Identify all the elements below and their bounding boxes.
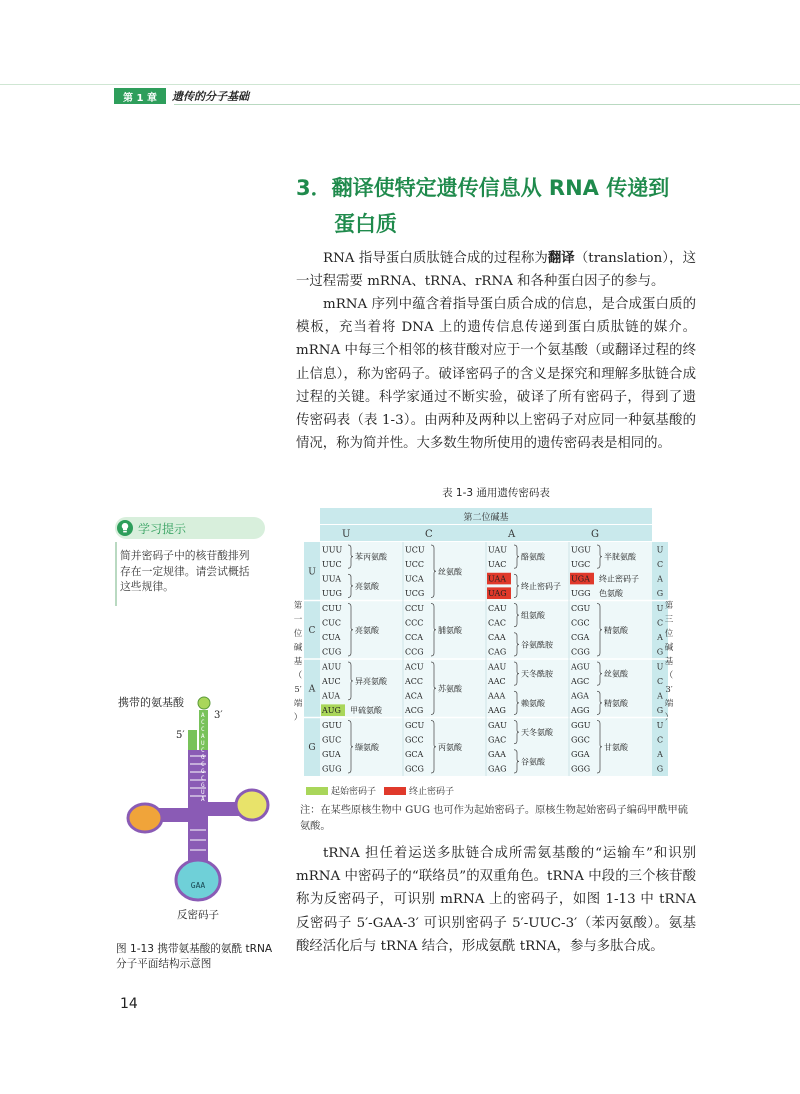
- third-base-letter: A: [657, 750, 663, 760]
- codon: GCA: [405, 750, 424, 760]
- codon: GCG: [405, 764, 424, 774]
- tip-title: 学习提示: [138, 521, 187, 536]
- amino-acid-label: 半胱氨酸: [604, 552, 636, 562]
- codon: CAG: [488, 647, 507, 657]
- paragraph-3: tRNA 担任着运送多肽链合成所需氨基酸的“运输车”和识别 mRNA 中密码子的“联络员”的双重角色。tRNA 中段的三个核苷酸称为反密码子，可识别 mRNA 上的密码子，如图 1-13 中 tRNA 反密码子 5′-GAA-3′ 可识别密码子 5′-UUC-3′（苯丙氨酸）。氨基酸经活化后与 tRNA 结合，形成氨酰 tRNA，参与多肽合成。: [296, 846, 696, 954]
- label-3prime: 3′: [214, 710, 223, 721]
- codon: ACC: [405, 676, 424, 686]
- trna-base: U: [201, 740, 205, 747]
- codon: UUG: [322, 589, 342, 599]
- label-amino-acid: 携带的氨基酸: [118, 696, 184, 709]
- third-base-letter: A: [657, 574, 663, 584]
- codon: AGA: [571, 691, 589, 701]
- row-header: A: [308, 684, 316, 695]
- trna-base: G: [201, 768, 205, 775]
- codon: CCC: [405, 618, 424, 628]
- trna-amino-acid: [198, 697, 210, 709]
- codon: GGG: [571, 764, 591, 774]
- label-anticodon: 反密码子: [177, 909, 219, 921]
- table-legend: [306, 783, 454, 797]
- codon: GAC: [488, 735, 507, 745]
- codon: CUC: [322, 618, 341, 628]
- codon: CUG: [322, 647, 342, 657]
- codon: GCC: [405, 735, 424, 745]
- codon: AUC: [322, 676, 341, 686]
- first-base-label-char: 端: [293, 699, 303, 709]
- amino-acid-label: 丝氨酸: [438, 567, 462, 577]
- codon: UAC: [488, 559, 507, 569]
- term-translation: 翻译: [547, 251, 575, 266]
- second-base-label: 第二位碱基: [463, 513, 509, 523]
- first-base-label-char: （: [293, 671, 303, 681]
- trna-base: G: [201, 782, 205, 789]
- codon: UUA: [322, 574, 342, 584]
- codon: UUC: [322, 559, 342, 569]
- amino-acid-label: 甘氨酸: [604, 742, 628, 752]
- trna-acceptor-5prime-tip: [188, 730, 197, 750]
- section-title: [296, 170, 716, 242]
- codon: GUA: [322, 750, 341, 760]
- trna-base: C: [201, 747, 205, 754]
- codon: UCC: [405, 559, 424, 569]
- first-base-label-char: 5′: [294, 685, 302, 695]
- codon: UUU: [322, 545, 343, 555]
- amino-acid-label: 终止密码子: [599, 574, 639, 584]
- amino-acid-label: 苏氨酸: [438, 684, 462, 694]
- third-base-letter: U: [656, 603, 664, 613]
- trna-anticodon-seq: GAA: [190, 881, 206, 890]
- section-title-line1: 3．翻译使特定遗传信息从 RNA 传递到: [296, 176, 670, 200]
- codon: AGC: [571, 676, 590, 686]
- trna-base: U: [201, 789, 205, 796]
- amino-acid-label: 丝氨酸: [604, 669, 628, 679]
- tip-header: [116, 518, 186, 538]
- amino-acid-label: 组氨酸: [521, 611, 545, 621]
- codon: UCA: [405, 574, 424, 584]
- codon: GGU: [571, 720, 591, 730]
- tip-body: 简并密码子中的核苷酸排列存在一定规律。请尝试概括这些规律。: [120, 549, 250, 593]
- trna-base: A: [201, 733, 205, 740]
- codon: UCU: [405, 545, 425, 555]
- codon: CAC: [488, 618, 507, 628]
- codon: ACA: [405, 691, 423, 701]
- first-base-label-char: 碱: [293, 643, 303, 653]
- chapter-title: 遗传的分子基础: [172, 90, 249, 103]
- column-header: C: [425, 529, 433, 540]
- codon: UAA: [488, 574, 507, 584]
- column-header: U: [342, 529, 351, 540]
- third-base-label-char: 基: [664, 657, 674, 667]
- codon: UGC: [571, 559, 591, 569]
- first-base-label-char: 一: [293, 615, 303, 625]
- third-base-letter: C: [656, 559, 664, 569]
- amino-acid-label: 亮氨酸: [355, 581, 379, 591]
- amino-acid-label: 酪氨酸: [521, 552, 545, 562]
- amino-acid-label: 精氨酸: [604, 625, 628, 635]
- codon: ACG: [405, 706, 424, 716]
- codon: UCG: [405, 589, 425, 599]
- third-base-letter: A: [657, 633, 663, 643]
- third-base-letter: G: [656, 764, 664, 774]
- first-base-label-char: ）: [293, 713, 303, 723]
- amino-acid-label: 缬氨酸: [355, 742, 379, 752]
- codon: CUU: [322, 603, 342, 613]
- third-base-letter: C: [656, 618, 664, 628]
- codon: CAA: [488, 633, 506, 643]
- paragraph-1-after: （translation），这一过程需要 mRNA、tRNA、rRNA 和各种蛋白因子的参与。: [296, 251, 696, 290]
- codon: CCU: [405, 603, 424, 613]
- codon: ACU: [405, 662, 424, 672]
- first-base-label-char: 基: [293, 657, 303, 667]
- third-base-letter: G: [656, 706, 664, 716]
- amino-acid-label: 异亮氨酸: [355, 676, 387, 686]
- paragraph-1: [296, 247, 696, 293]
- amino-acid-label: 天冬酰胺: [521, 669, 553, 679]
- trna-base: C: [201, 726, 205, 733]
- third-base-label-char: 三: [664, 615, 674, 625]
- amino-acid-label: 苯丙氨酸: [355, 552, 387, 562]
- third-base-letter: C: [656, 735, 664, 745]
- third-base-letter: U: [656, 662, 664, 672]
- codon: AAA: [488, 691, 506, 701]
- column-header-band: [320, 525, 652, 541]
- trna-base: A: [201, 796, 205, 803]
- codon: UGG: [571, 589, 591, 599]
- tip-side-rule: [115, 542, 117, 606]
- table-note: 注：在某些原核生物中 GUG 也可作为起始密码子。原核生物起始密码子编码甲酰甲硫氨酸。: [300, 805, 688, 832]
- amino-acid-label: 赖氨酸: [521, 698, 545, 708]
- trna-base: G: [201, 754, 205, 761]
- label-5prime: 5′: [176, 730, 185, 741]
- codon: GAA: [488, 750, 506, 760]
- third-base-label-char: 第: [664, 601, 674, 611]
- codon: CGG: [571, 647, 590, 657]
- legend-stop-swatch: [384, 787, 406, 795]
- chapter-badge: 第 1 章: [114, 88, 166, 104]
- third-base-letter: G: [656, 647, 664, 657]
- codon: CGU: [571, 603, 591, 613]
- paragraph-1-before: RNA 指导蛋白质肽链合成的过程称为: [323, 251, 548, 266]
- lightbulb-icon: [116, 519, 134, 537]
- row-header: C: [308, 625, 316, 636]
- trna-anticodon-stem: [188, 810, 208, 862]
- codon: GCU: [405, 720, 425, 730]
- codon: GUC: [322, 735, 342, 745]
- third-base-letter: A: [657, 691, 663, 701]
- codon: CAU: [488, 603, 507, 613]
- table-caption: 表 1-3 通用遗传密码表: [442, 487, 550, 499]
- amino-acid-label: 谷氨酸: [521, 757, 545, 767]
- amino-acid-label: 谷氨酰胺: [521, 640, 553, 650]
- trna-diagram: [118, 690, 288, 930]
- codon: CGC: [571, 618, 590, 628]
- amino-acid-label: 亮氨酸: [355, 625, 379, 635]
- trna-base: A: [201, 712, 205, 719]
- trna-base: C: [201, 761, 205, 768]
- page-number: 14: [120, 996, 138, 1012]
- codon: UGA: [571, 574, 590, 584]
- amino-acid-label: 终止密码子: [521, 581, 561, 591]
- third-base-label-char: 碱: [664, 643, 674, 653]
- trna-base: C: [201, 775, 205, 782]
- legend-start-swatch: [306, 787, 328, 795]
- first-base-label-char: 第: [293, 601, 303, 611]
- codon: AUA: [322, 691, 341, 701]
- trna-sequence: [201, 712, 205, 803]
- column-header: A: [508, 529, 516, 540]
- amino-acid-label: 甲硫氨酸: [350, 706, 382, 716]
- trna-d-loop: [128, 804, 162, 832]
- codon: AUG: [322, 706, 341, 716]
- amino-acid-label: 精氨酸: [604, 698, 628, 708]
- codon: CUA: [322, 633, 341, 643]
- codon: AAC: [488, 676, 506, 686]
- legend-start: [306, 784, 376, 797]
- third-base-label-char: ）: [664, 713, 674, 723]
- codon: CGA: [571, 633, 590, 643]
- third-base-letter: C: [656, 676, 664, 686]
- column-header: G: [591, 529, 599, 540]
- trna-anticodon-loop: [176, 860, 220, 900]
- codon: GAG: [488, 764, 507, 774]
- codon: GUU: [322, 720, 342, 730]
- codon: AGU: [571, 662, 590, 672]
- codon: GAU: [488, 720, 507, 730]
- legend-start-label: 起始密码子: [331, 786, 377, 797]
- amino-acid-label: 天冬氨酸: [521, 728, 553, 738]
- codon: GGA: [571, 750, 590, 760]
- third-base-label-char: 位: [664, 629, 674, 639]
- row-header: U: [308, 567, 316, 578]
- codon: UAU: [488, 545, 508, 555]
- figure-caption: 图 1-13 携带氨基酸的氨酰 tRNA 分子平面结构示意图: [116, 943, 273, 970]
- header-top-line: [0, 84, 800, 85]
- codon: AGG: [571, 706, 590, 716]
- third-base-letter: G: [656, 589, 664, 599]
- row-header: G: [308, 742, 316, 753]
- legend-stop: [384, 784, 454, 797]
- codon: UAG: [488, 589, 507, 599]
- trna-base: C: [201, 719, 205, 726]
- codon: AUU: [322, 662, 342, 672]
- codon: GGC: [571, 735, 590, 745]
- legend-stop-label: 终止密码子: [409, 786, 455, 797]
- genetic-code-table: [294, 508, 672, 778]
- paragraph-2: mRNA 序列中蕴含着指导蛋白质合成的信息，是合成蛋白质的模板，充当着将 DNA 上的遗传信息传递到蛋白质肽链的媒介。mRNA 中每三个相邻的核苷酸对应于一个氨基酸（或翻译过程的终止信息），称为密码子。破译密码子的含义是探究和理解多肽链合成过程的关键。科学家通过不断实验，破译了所有密码子，得到了遗传密码表（表 1-3）。由两种及两种以上密码子对应同一种氨基酸的情况，称为简并性。大多数生物所使用的遗传密码表是相同的。: [296, 297, 696, 452]
- section-title-line2: 蛋白质: [334, 212, 397, 236]
- amino-acid-label: 丙氨酸: [438, 742, 462, 752]
- header-rule: [174, 104, 800, 105]
- third-base-letter: U: [656, 545, 664, 555]
- third-base-label-char: 3′: [665, 685, 673, 695]
- amino-acid-label: 脯氨酸: [438, 625, 462, 635]
- codon: AAG: [488, 706, 506, 716]
- trna-t-loop: [236, 790, 268, 820]
- third-base-letter: U: [656, 720, 664, 730]
- codon: CCA: [405, 633, 424, 643]
- codon: UGU: [571, 545, 591, 555]
- amino-acid-label: 色氨酸: [599, 589, 623, 599]
- codon: AAU: [488, 662, 507, 672]
- third-base-label-char: 端: [664, 699, 674, 709]
- first-base-label-char: 位: [293, 629, 303, 639]
- third-base-label-char: （: [664, 671, 674, 681]
- codon: GUG: [322, 764, 342, 774]
- codon: CCG: [405, 647, 424, 657]
